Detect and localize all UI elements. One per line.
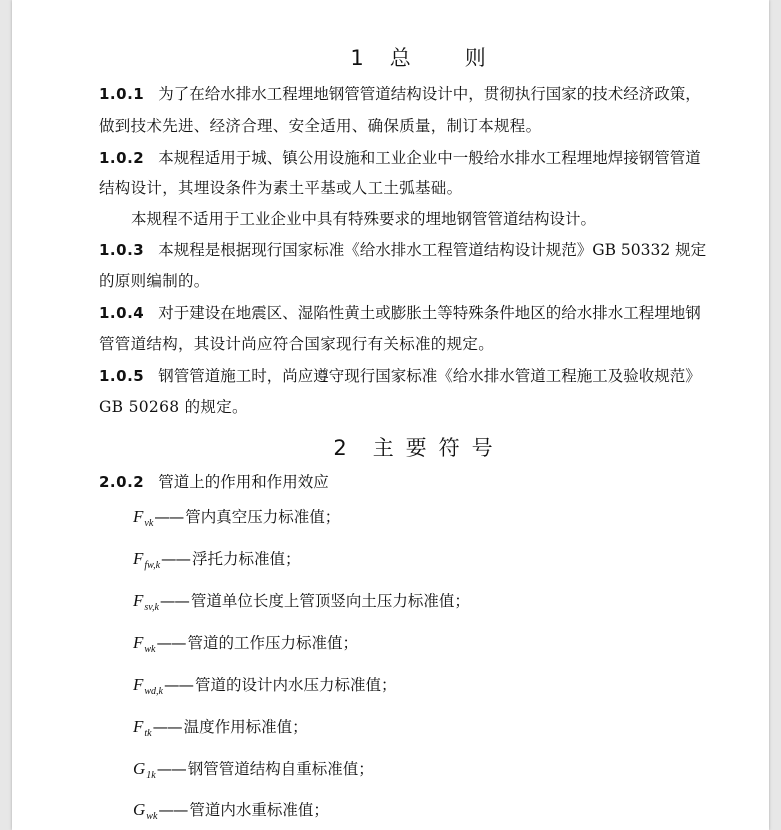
symbol: $G_{1k}$: [133, 759, 156, 781]
clause-number: 1.0.2: [99, 149, 145, 167]
clause-1-0-3-line-2: 的原则编制的。: [99, 272, 210, 290]
clause-1-0-2-line-2: 结构设计，其埋设条件为素土平基或人工土弧基础。: [99, 179, 463, 197]
clause-1-0-3-line-1: [99, 240, 706, 260]
section-2-number: 2: [333, 436, 349, 460]
clause-text: 管道上的作用和作用效应: [158, 473, 329, 491]
symbol-definition: [133, 758, 374, 787]
clause-text: 本规程是根据现行国家标准《给水排水工程管道结构设计规范》GB 50332 规定: [158, 241, 707, 259]
symbol-description: 管道的工作压力标准值；: [187, 634, 359, 652]
definition-dash: ——: [159, 592, 189, 610]
symbol: $G_{wk}$: [133, 800, 158, 822]
clause-1-0-4-line-2: 管管道结构，其设计尚应符合国家现行有关标准的规定。: [99, 335, 495, 353]
clause-number: 2.0.2: [99, 473, 145, 491]
symbol: $F_{sv,k}$: [133, 591, 159, 613]
symbol-description: 管道的设计内水压力标准值；: [195, 676, 397, 694]
definition-dash: ——: [158, 801, 188, 819]
document-page: [12, 0, 769, 830]
clause-text: 钢管管道施工时，尚应遵守现行国家标准《给水排水管道工程施工及验收规范》: [158, 367, 701, 385]
definition-dash: ——: [154, 508, 184, 526]
clause-1-0-1-line-2: 做到技术先进、经济合理、安全适用、确保质量，制订本规程。: [99, 117, 542, 135]
clause-1-0-1-line-1: [99, 84, 701, 104]
clause-text: 为了在给水排水工程埋地钢管管道结构设计中，贯彻执行国家的技术经济政策，: [158, 85, 701, 103]
clause-2-0-2: [99, 472, 329, 492]
definition-dash: ——: [164, 676, 193, 694]
clause-1-0-2-line-3: 本规程不适用于工业企业中具有特殊要求的埋地钢管管道结构设计。: [131, 210, 597, 228]
symbol-description: 温度作用标准值；: [183, 718, 308, 736]
clause-number: 1.0.1: [99, 85, 145, 103]
clause-1-0-4-line-1: [99, 303, 701, 323]
symbol-definition: [133, 590, 470, 619]
clause-1-0-5-line-1: [99, 366, 701, 386]
section-1-title-char-1: 总: [389, 46, 413, 70]
symbol: $F_{vk}$: [133, 507, 154, 529]
symbol-definition: [133, 799, 329, 828]
symbol-definition: [133, 674, 397, 703]
symbol-description: 浮托力标准值；: [192, 550, 301, 568]
section-1-heading: [99, 42, 739, 72]
symbol-definition: [133, 632, 358, 661]
clause-text: 本规程适用于城、镇公用设施和工业企业中一般给水排水工程埋地焊接钢管管道: [158, 149, 701, 167]
symbol-definition: [133, 506, 340, 535]
clause-text: 对于建设在地震区、湿陷性黄土或膨胀土等特殊条件地区的给水排水工程埋地钢: [158, 304, 701, 322]
symbol: $F_{tk}$: [133, 717, 152, 739]
symbol-definition: [133, 548, 301, 577]
definition-dash: ——: [161, 550, 191, 568]
section-2-title: 主要符号: [372, 436, 505, 460]
symbol: $F_{wk}$: [133, 633, 156, 655]
section-1-title-char-2: 则: [464, 46, 488, 70]
symbol-description: 管内真空压力标准值；: [185, 508, 341, 526]
symbol-definition: [133, 716, 308, 745]
symbol-description: 钢管管道结构自重标准值；: [187, 760, 374, 778]
symbol-description: 管道单位长度上管顶竖向土压力标准值；: [190, 592, 470, 610]
symbol: $F_{fw,k}$: [133, 549, 161, 571]
section-2-heading: [99, 432, 739, 462]
clause-1-0-2-line-1: [99, 148, 701, 168]
symbol-description: 管道内水重标准值；: [189, 801, 329, 819]
definition-dash: ——: [152, 718, 182, 736]
clause-number: 1.0.5: [99, 367, 145, 385]
clause-number: 1.0.3: [99, 241, 145, 259]
symbol: $F_{wd,k}$: [133, 675, 163, 697]
clause-number: 1.0.4: [99, 304, 145, 322]
section-1-number: 1: [350, 46, 366, 70]
definition-dash: ——: [156, 634, 186, 652]
clause-1-0-5-line-2: GB 50268 的规定。: [99, 398, 248, 416]
definition-dash: ——: [156, 760, 186, 778]
